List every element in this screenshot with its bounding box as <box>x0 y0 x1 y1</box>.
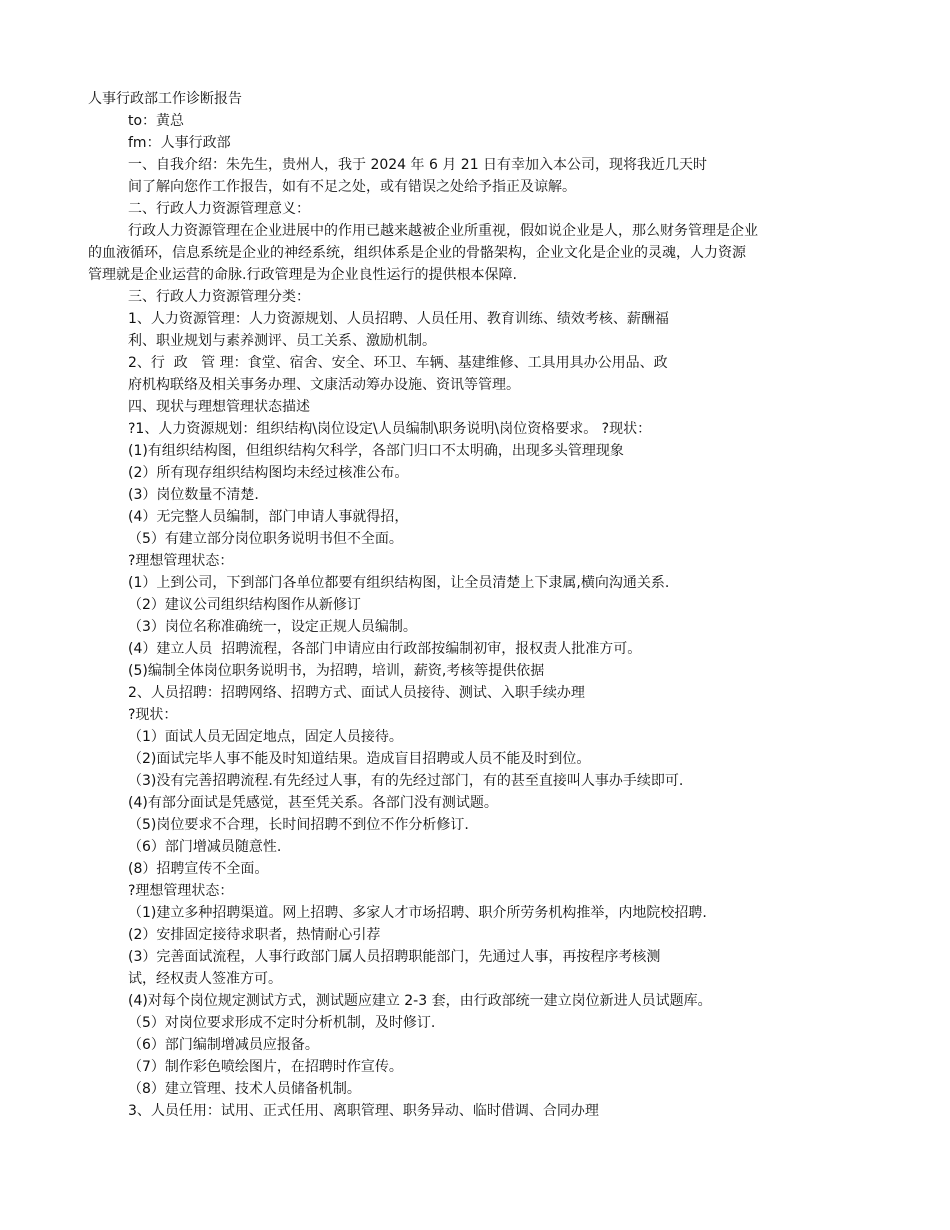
list-item: （6）部门增减员随意性. <box>128 839 282 855</box>
list-item: （2）建议公司组织结构图作从新修订 <box>128 597 361 613</box>
category-line: 府机构联络及相关事务办理、文康活动筹办设施、资讯等管理。 <box>128 377 520 393</box>
paragraph-line: 管理就是企业运营的命脉.行政管理是为企业良性运行的提供根本保障. <box>88 267 517 283</box>
list-item: (2）所有现存组织结构图均未经过核准公布。 <box>128 465 409 481</box>
list-item: （5）对岗位要求形成不定时分析机制，及时修订. <box>128 1015 436 1031</box>
section-heading: 三、行政人力资源管理分类： <box>128 289 310 305</box>
subsection-title: ?1、人力资源规划：组织结构\岗位设定\人员编制\职务说明\岗位资格要求。 ?现状： <box>128 421 652 437</box>
document-title: 人事行政部工作诊断报告 <box>88 91 242 107</box>
category-line: 利、职业规划与素养测评、员工关系、激励机制。 <box>128 333 436 349</box>
list-item: (4）无完整人员编制，部门申请人事就得招， <box>128 509 409 525</box>
self-intro-line: 间了解向您作工作报告，如有不足之处，或有错误之处给予指正及谅解。 <box>128 179 576 195</box>
ideal-label: ?理想管理状态： <box>128 883 234 899</box>
list-item: （8）建立管理、技术人员储备机制。 <box>128 1081 361 1097</box>
list-item: (5)编制全体岗位职务说明书，为招聘，培训，薪资,考核等提供依据 <box>128 663 545 679</box>
self-intro-line: 一、自我介绍：朱先生，贵州人，我于 2024 年 6 月 21 日有幸加入本公司，现将我近几天时 <box>128 157 708 173</box>
recipient-line: to：黄总 <box>128 113 185 129</box>
list-item: (4)有部分面试是凭感觉，甚至凭关系。各部门没有测试题。 <box>128 795 498 811</box>
list-item: (4）建立人员 招聘流程，各部门申请应由行政部按编制初审，报权责人批准方可。 <box>128 641 642 657</box>
section-heading: 二、行政人力资源管理意义： <box>128 201 310 217</box>
list-item: 试，经权责人签准方可。 <box>128 971 282 987</box>
list-item: （5）有建立部分岗位职务说明书但不全面。 <box>128 531 403 547</box>
list-item: （3)没有完善招聘流程.有先经过人事，有的先经过部门，有的甚至直接叫人事办手续即可. <box>128 773 684 789</box>
list-item: （7）制作彩色喷绘图片，在招聘时作宣传。 <box>128 1059 403 1075</box>
list-item: （1)建立多种招聘渠道。网上招聘、多家人才市场招聘、职介所劳务机构推举，内地院校招聘. <box>128 905 707 921</box>
list-item: (1)有组织结构图，但组织结构欠科学，各部门归口不太明确，出现多头管理现象 <box>128 443 624 459</box>
list-item: (1）上到公司，下到部门各单位都要有组织结构图，让全员清楚上下隶属,横向沟通关系. <box>128 575 670 591</box>
list-item: (3）完善面试流程，人事行政部门属人员招聘职能部门，先通过人事，再按程序考核测 <box>128 949 661 965</box>
current-label: ?现状： <box>128 707 178 723</box>
list-item: （1）面试人员无固定地点，固定人员接待。 <box>128 729 403 745</box>
section-heading: 四、现状与理想管理状态描述 <box>128 399 310 415</box>
list-item: (3）岗位数量不清楚. <box>128 487 259 503</box>
category-line: 2、行 政 管 理：食堂、宿舍、安全、环卫、车辆、基建维修、工具用具办公用品、政 <box>128 355 668 371</box>
category-line: 1、人力资源管理：人力资源规划、人员招聘、人员任用、教育训练、绩效考核、薪酬福 <box>128 311 669 327</box>
list-item: （5)岗位要求不合理，长时间招聘不到位不作分析修订. <box>128 817 469 833</box>
list-item: (8）招聘宣传不全面。 <box>128 861 269 877</box>
ideal-label: ?理想管理状态： <box>128 553 234 569</box>
list-item: (2）安排固定接待求职者，热情耐心引荐 <box>128 927 381 943</box>
subsection-title: 3、人员任用：试用、正式任用、离职管理、职务异动、临时借调、合同办理 <box>128 1103 599 1119</box>
paragraph-line: 行政人力资源管理在企业进展中的作用已越来越被企业所重视，假如说企业是人，那么财务管理是企业 <box>128 223 758 239</box>
sender-line: fm：人事行政部 <box>128 135 231 151</box>
paragraph-line: 的血液循环，信息系统是企业的神经系统，组织体系是企业的骨骼架构，企业文化是企业的灵魂，人力资源 <box>88 245 746 261</box>
list-item: （3）岗位名称准确统一，设定正规人员编制。 <box>128 619 417 635</box>
list-item: （2)面试完毕人事不能及时知道结果。造成盲目招聘或人员不能及时到位。 <box>128 751 591 767</box>
document-body <box>88 88 863 1122</box>
list-item: (4)对每个岗位规定测试方式，测试题应建立 2-3 套，由行政部统一建立岗位新进人员试题库。 <box>128 993 712 1009</box>
subsection-title: 2、人员招聘：招聘网络、招聘方式、面试人员接待、测试、入职手续办理 <box>128 685 585 701</box>
list-item: （6）部门编制增减员应报备。 <box>128 1037 319 1053</box>
